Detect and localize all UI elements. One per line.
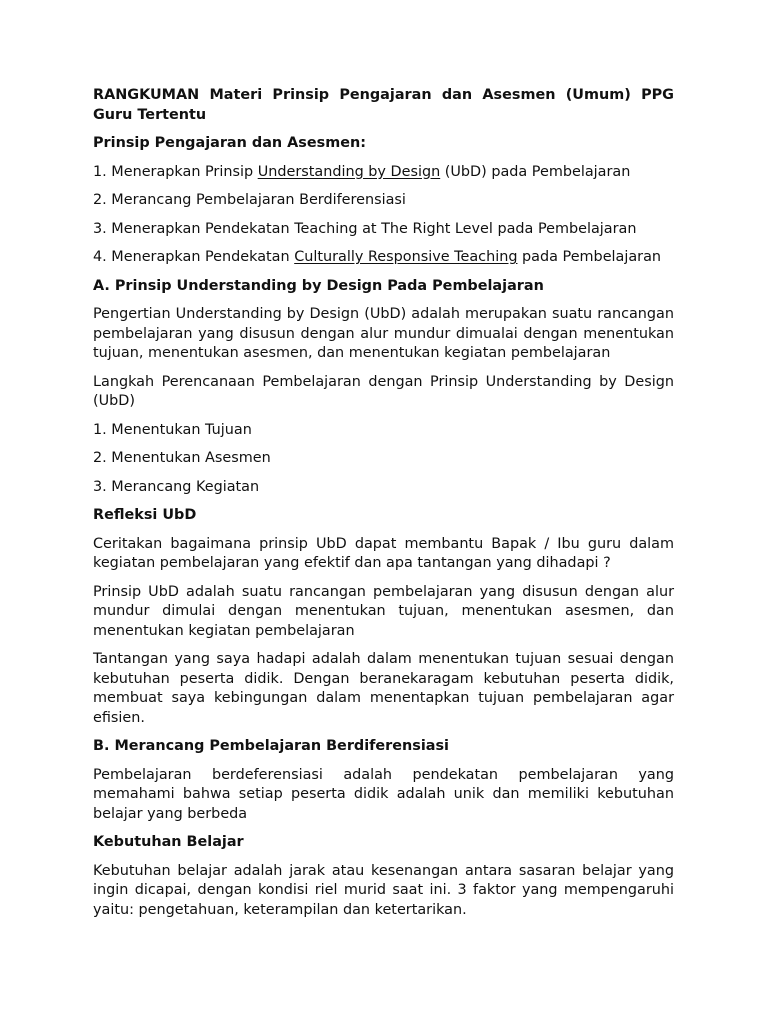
ubd-step: 2. Menentukan Asesmen <box>93 450 271 466</box>
principles-heading: Prinsip Pengajaran dan Asesmen: <box>93 135 366 151</box>
principle-item <box>93 191 674 211</box>
reflection-heading: Refleksi UbD <box>93 507 197 523</box>
reflection-question: Ceritakan bagaimana prinsip UbD dapat membantu Bapak / Ibu guru dalam kegiatan pembelajaran yang efektif dan apa tantangan yang dihadapi ? <box>93 535 674 571</box>
learning-needs-heading: Kebutuhan Belajar <box>93 834 244 850</box>
principle-item <box>93 220 674 240</box>
principle-item <box>93 248 674 268</box>
principle-item <box>93 163 674 183</box>
section-a-heading: A. Prinsip Understanding by Design Pada Pembelajaran <box>93 277 544 294</box>
reflection-answer: Tantangan yang saya hadapi adalah dalam menentukan tujuan sesuai dengan kebutuhan peserta didik. Dengan beranekaragam kebutuhan peserta didik, membuat saya kebingungan dalam menentapkan tujuan pembelajaran agar efisien. <box>93 651 674 726</box>
principle-text: pada Pembelajaran <box>517 249 662 265</box>
principle-text: (UbD) pada Pembelajaran <box>440 163 631 180</box>
ubd-definition: Pengertian Understanding by Design (UbD) adalah merupakan suatu rancangan pembelajaran yang disusun dengan alur mundur dimualai dengan menentukan tujuan, menentukan asesmen, dan menentukan kegiatan pembelajaran <box>93 306 674 361</box>
principle-underlined-term: Culturally Responsive Teaching <box>294 249 518 265</box>
ubd-step: 1. Menentukan Tujuan <box>93 421 252 438</box>
principle-underlined-term: Understanding by Design <box>257 163 441 180</box>
principle-text: 1. Menerapkan Prinsip <box>93 163 258 180</box>
ubd-steps-intro: Langkah Perencanaan Pembelajaran dengan Prinsip Understanding by Design (UbD) <box>93 373 674 409</box>
reflection-answer: Prinsip UbD adalah suatu rancangan pembelajaran yang disusun dengan alur mundur dimulai dengan menentukan tujuan, menentukan asesmen, dan menentukan kegiatan pembelajaran <box>93 583 674 639</box>
principle-text: 4. Menerapkan Pendekatan <box>93 249 295 265</box>
document-title: RANGKUMAN Materi Prinsip Pengajaran dan Asesmen (Umum) PPG Guru Tertentu <box>93 87 674 123</box>
principle-text: 2. Merancang Pembelajaran Berdiferensiasi <box>93 192 406 208</box>
ubd-step: 3. Merancang Kegiatan <box>93 478 260 495</box>
learning-needs-text: Kebutuhan belajar adalah jarak atau kesenangan antara sasaran belajar yang ingin dicapai, dengan kondisi riel murid saat ini. 3 faktor yang mempengaruhi yaitu: pengetahuan, keterampilan dan ketertarikan. <box>93 862 674 918</box>
differentiation-definition: Pembelajaran berdeferensiasi adalah pendekatan pembelajaran yang memahami bahwa setiap peserta didik adalah unik dan memiliki kebutuhan belajar yang berbeda <box>93 766 674 822</box>
principle-text: 3. Menerapkan Pendekatan Teaching at The Right Level pada Pembelajaran <box>93 220 637 237</box>
section-b-heading: B. Merancang Pembelajaran Berdiferensiasi <box>93 738 449 754</box>
